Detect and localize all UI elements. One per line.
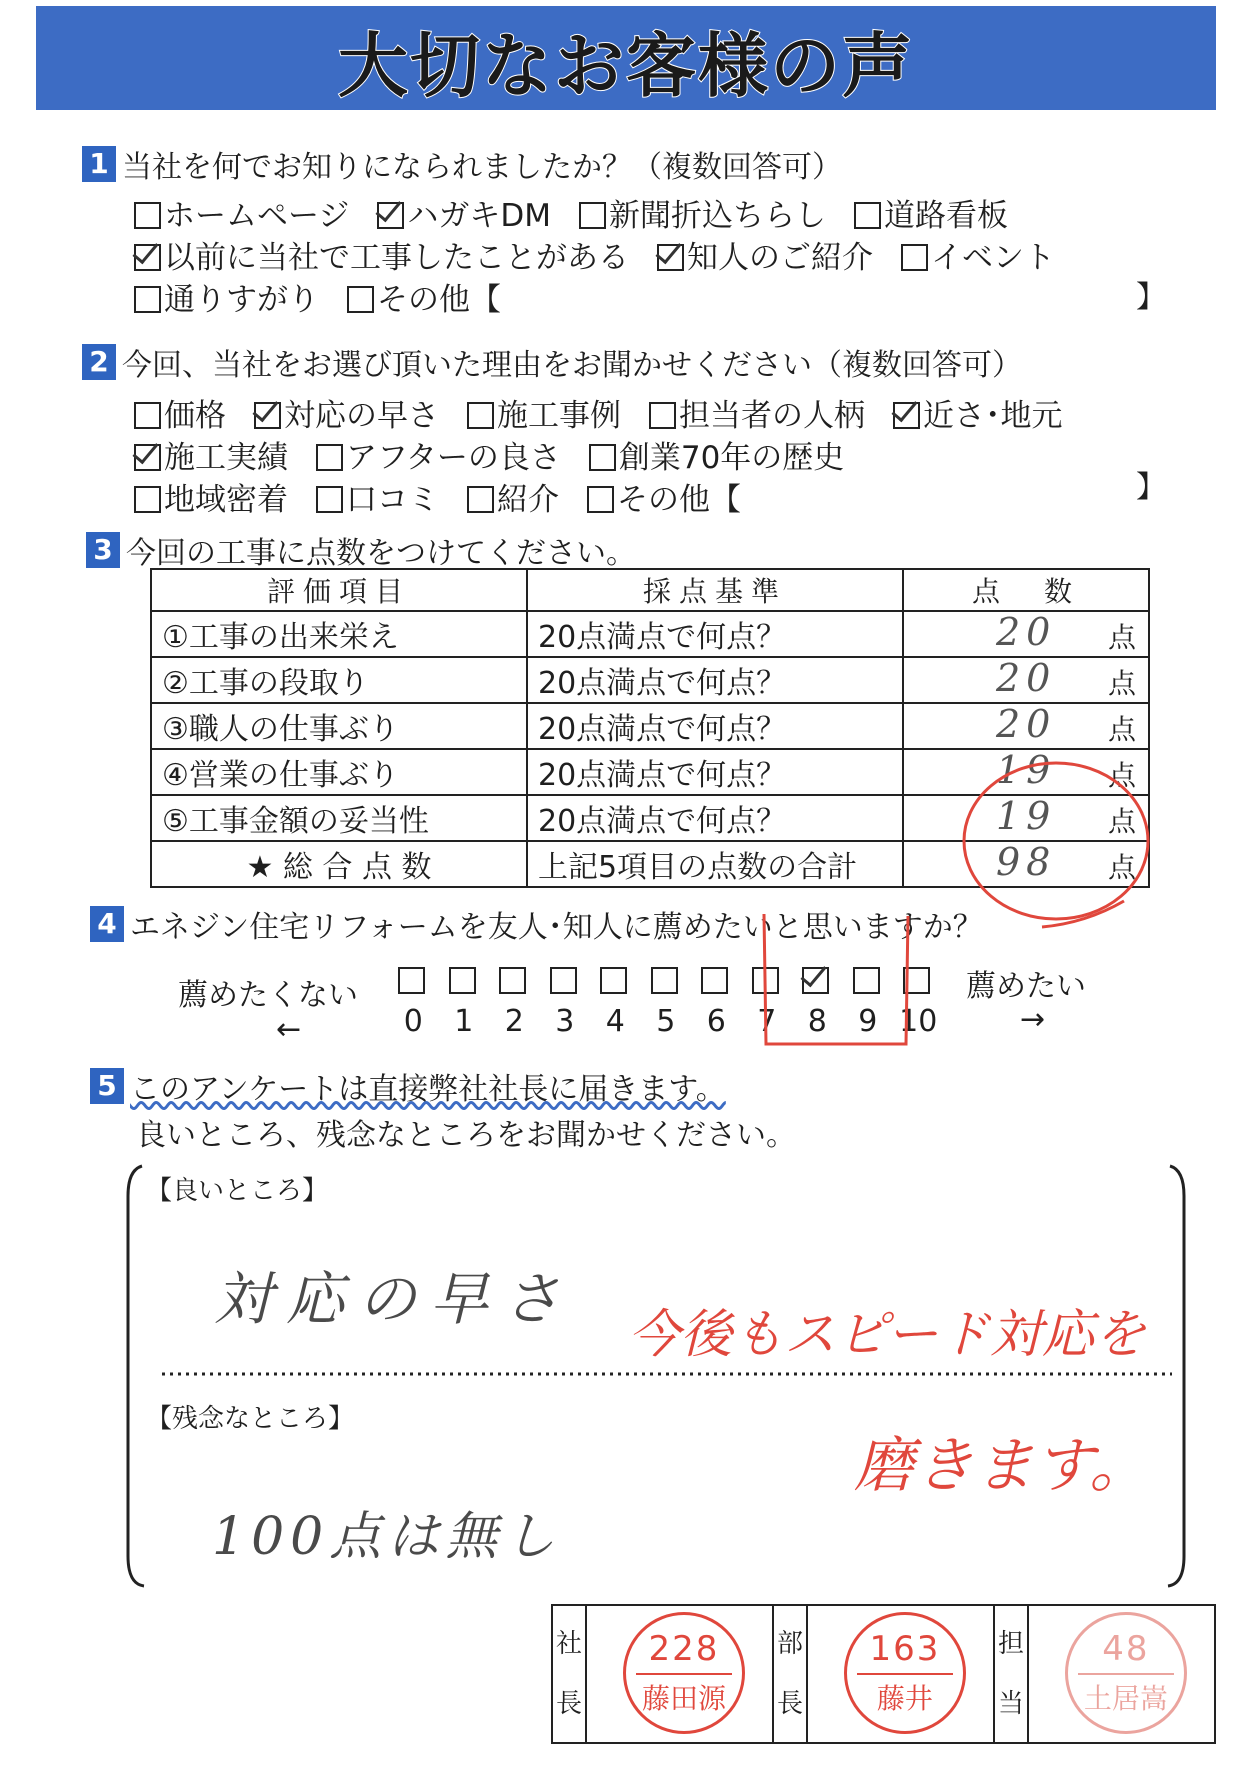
row-criteria: 20点満点で何点？ <box>527 657 903 703</box>
scale-number: 6 <box>706 1004 726 1039</box>
scale-number: 1 <box>454 1004 474 1039</box>
stamp-name: 藤井 <box>857 1673 953 1717</box>
q2-number: 2 <box>82 344 116 380</box>
survey-sheet <box>36 6 1216 1776</box>
reply-comment: 今後もスピード対応を <box>628 1305 1146 1365</box>
row-score <box>903 611 1149 657</box>
checkbox[interactable] <box>701 967 728 994</box>
option-label: 創業70年の歴史 <box>618 440 845 476</box>
row-item: ★ 総 合 点 数 <box>151 841 527 887</box>
checkbox[interactable] <box>587 486 614 513</box>
q4-text: エネジン住宅リフォームを友人･知人に薦めたいと思いますか？ <box>130 910 983 945</box>
q2-options-row2 <box>134 432 872 477</box>
bad-comment: 100点は無し <box>212 1507 562 1567</box>
option[interactable] <box>134 232 629 277</box>
checkbox[interactable] <box>499 967 526 994</box>
option[interactable] <box>377 190 551 235</box>
row-item: ⑤工事金額の妥当性 <box>151 795 527 841</box>
table-row <box>151 703 1149 749</box>
bad-label: 【残念なところ】 <box>146 1404 355 1434</box>
option[interactable] <box>589 432 844 477</box>
scale-option[interactable] <box>641 964 692 999</box>
q4-number: 4 <box>90 906 124 942</box>
checkbox[interactable] <box>901 244 928 271</box>
scale-option[interactable] <box>540 964 591 999</box>
stamp-name: 藤田源 <box>636 1673 732 1717</box>
checkbox[interactable] <box>589 444 616 471</box>
stamp-manager <box>844 1612 966 1734</box>
option-label: 近さ･地元 <box>923 398 1063 434</box>
checkbox-checked[interactable] <box>657 244 684 271</box>
scale-number: 9 <box>858 1004 878 1039</box>
checkbox[interactable] <box>649 402 676 429</box>
scale-option[interactable] <box>691 964 742 999</box>
q1-heading <box>82 142 842 186</box>
stamp-president <box>623 1612 745 1734</box>
option-label: 地域密着 <box>164 482 288 518</box>
scale-option[interactable] <box>439 964 490 999</box>
scale-number: 0 <box>403 1004 423 1039</box>
role-manager: 部長 <box>773 1605 807 1743</box>
row-criteria: 20点満点で何点？ <box>527 611 903 657</box>
q2-bracket-close: 】 <box>1136 470 1166 505</box>
row-criteria: 上記5項目の点数の合計 <box>527 841 903 887</box>
q1-text: 当社を何でお知りになられましたか？（複数回答可） <box>122 150 842 185</box>
checkbox-checked[interactable] <box>134 244 161 271</box>
q4-right-label: 薦めたい <box>966 969 1086 1004</box>
checkbox-checked[interactable] <box>134 444 161 471</box>
stamp-cell-manager <box>807 1605 994 1743</box>
stamp-number: 48 <box>1102 1629 1150 1669</box>
good-label: 【良いところ】 <box>146 1176 329 1206</box>
score-value: 20 <box>996 702 1057 746</box>
q4-left-arrow: ← <box>276 1012 302 1047</box>
row-item: ④営業の仕事ぶり <box>151 749 527 795</box>
reply-comment-2: 磨きます。 <box>854 1431 1150 1501</box>
option-label: 施工実績 <box>164 440 288 476</box>
row-criteria: 20点満点で何点？ <box>527 795 903 841</box>
option[interactable] <box>316 474 439 519</box>
option[interactable] <box>587 474 741 519</box>
scale-option[interactable] <box>388 964 439 999</box>
option-label: イベント <box>931 240 1055 276</box>
row-item: ①工事の出来栄え <box>151 611 527 657</box>
option[interactable] <box>134 474 288 519</box>
checkbox[interactable] <box>347 286 374 313</box>
option-label: アフターの良さ <box>346 440 561 476</box>
row-item: ②工事の段取り <box>151 657 527 703</box>
checkbox[interactable] <box>600 967 627 994</box>
checkbox[interactable] <box>449 967 476 994</box>
score-unit: 点 <box>1107 621 1136 654</box>
table-row <box>151 657 1149 703</box>
scale-option[interactable] <box>489 964 540 999</box>
scale-number: 7 <box>757 1004 777 1039</box>
good-comment: 対応の早さ <box>214 1265 575 1333</box>
q1-number: 1 <box>82 146 116 182</box>
q2-options-row3 <box>134 474 769 519</box>
option-label: 通りすがり <box>164 282 319 318</box>
option-label: その他【 <box>617 482 741 518</box>
option-label: その他【 <box>377 282 501 318</box>
score-unit: 点 <box>1107 851 1136 884</box>
checkbox-checked[interactable] <box>377 202 404 229</box>
stamp-number: 228 <box>648 1629 720 1669</box>
checkbox[interactable] <box>467 486 494 513</box>
checkbox[interactable] <box>134 486 161 513</box>
option[interactable] <box>467 474 559 519</box>
q3-number: 3 <box>86 532 120 568</box>
q1-options-row3 <box>134 274 529 319</box>
option[interactable] <box>134 274 319 319</box>
option-label: 以前に当社で工事したことがある <box>164 240 629 276</box>
checkbox[interactable] <box>550 967 577 994</box>
q1-options-row2 <box>134 232 1083 277</box>
header-item: 評価項目 <box>151 569 527 611</box>
q1-options-row1 <box>134 190 1036 235</box>
stamp-table <box>551 1604 1216 1744</box>
row-item: ③職人の仕事ぶり <box>151 703 527 749</box>
q2-options-row1 <box>134 390 1091 435</box>
option-label: 知人のご紹介 <box>687 240 873 276</box>
stamp-cell-president <box>586 1605 773 1743</box>
q4-left-label: 薦めたくない <box>178 978 358 1013</box>
checkbox[interactable] <box>467 402 494 429</box>
option-label: 対応の早さ <box>284 398 439 434</box>
checkbox-checked[interactable] <box>893 402 920 429</box>
q5-text1: このアンケートは直接弊社社長に届きます。 <box>130 1072 726 1107</box>
option[interactable] <box>649 390 865 435</box>
header-score: 点 数 <box>903 569 1149 611</box>
option[interactable] <box>854 190 1008 235</box>
row-criteria: 20点満点で何点？ <box>527 749 903 795</box>
option[interactable] <box>893 390 1063 435</box>
option[interactable] <box>316 432 561 477</box>
stamp-cell-staff <box>1028 1605 1215 1743</box>
score-unit: 点 <box>1107 667 1136 700</box>
score-value: 20 <box>996 610 1057 654</box>
option-label: 担当者の人柄 <box>679 398 865 434</box>
scale-number: 10 <box>899 1004 938 1039</box>
score-value: 98 <box>996 840 1057 884</box>
option[interactable] <box>134 190 349 235</box>
q2-heading <box>82 340 1022 384</box>
option[interactable] <box>901 232 1055 277</box>
option[interactable] <box>579 190 826 235</box>
option[interactable] <box>347 274 501 319</box>
checkbox[interactable] <box>398 967 425 994</box>
score-value: 19 <box>996 748 1057 792</box>
scale-number: 5 <box>656 1004 676 1039</box>
checkbox[interactable] <box>316 486 343 513</box>
stamp-number: 163 <box>869 1629 941 1669</box>
option-label: 口コミ <box>346 482 439 518</box>
page-title: 大切なお客様の声 <box>338 25 914 107</box>
checkbox-checked[interactable] <box>254 402 281 429</box>
checkbox[interactable] <box>134 286 161 313</box>
checkbox[interactable] <box>134 402 161 429</box>
score-unit: 点 <box>1107 805 1136 838</box>
q1-bracket-close: 】 <box>1136 280 1166 315</box>
q2-text: 今回、当社をお選び頂いた理由をお聞かせください（複数回答可） <box>122 348 1022 383</box>
checkbox[interactable] <box>316 444 343 471</box>
option-label: 施工事例 <box>497 398 621 434</box>
red-box-mark <box>756 904 946 1054</box>
q5-text2: 良いところ、残念なところをお聞かせください。 <box>136 1118 796 1153</box>
scale-number: 8 <box>807 1004 827 1039</box>
option[interactable] <box>134 432 288 477</box>
role-president: 社長 <box>552 1605 586 1743</box>
header-criteria: 採点基準 <box>527 569 903 611</box>
score-value: 20 <box>996 656 1057 700</box>
option-label: 新聞折込ちらし <box>609 198 827 234</box>
q4-right-arrow: → <box>1020 1002 1046 1037</box>
option-label: 道路看板 <box>884 198 1009 234</box>
scale-number: 2 <box>504 1004 524 1039</box>
role-staff: 担当 <box>994 1605 1028 1743</box>
checkbox[interactable] <box>134 202 161 229</box>
score-unit: 点 <box>1107 713 1136 746</box>
scale-number: 3 <box>555 1004 575 1039</box>
scale-number: 4 <box>605 1004 625 1039</box>
q5-heading <box>90 1064 726 1108</box>
option-label: 価格 <box>164 398 226 434</box>
table-row <box>151 611 1149 657</box>
option[interactable] <box>467 390 621 435</box>
option[interactable] <box>254 390 439 435</box>
row-criteria: 20点満点で何点？ <box>527 703 903 749</box>
checkbox[interactable] <box>579 202 606 229</box>
option[interactable] <box>134 390 226 435</box>
q3-heading <box>86 528 636 572</box>
q5-number: 5 <box>90 1068 124 1104</box>
stamp-name: 土居嵩 <box>1078 1673 1174 1717</box>
checkbox[interactable] <box>854 202 881 229</box>
option[interactable] <box>657 232 873 277</box>
stamp-staff <box>1065 1612 1187 1734</box>
score-value: 19 <box>996 794 1057 838</box>
scale-option[interactable] <box>590 964 641 999</box>
option-label: ホームページ <box>164 198 350 234</box>
option-label: 紹介 <box>497 482 559 518</box>
checkbox[interactable] <box>651 967 678 994</box>
q3-text: 今回の工事に点数をつけてください。 <box>126 536 636 571</box>
option-label: ハガキDM <box>407 198 552 234</box>
score-unit: 点 <box>1107 759 1136 792</box>
row-score <box>903 703 1149 749</box>
row-score <box>903 657 1149 703</box>
